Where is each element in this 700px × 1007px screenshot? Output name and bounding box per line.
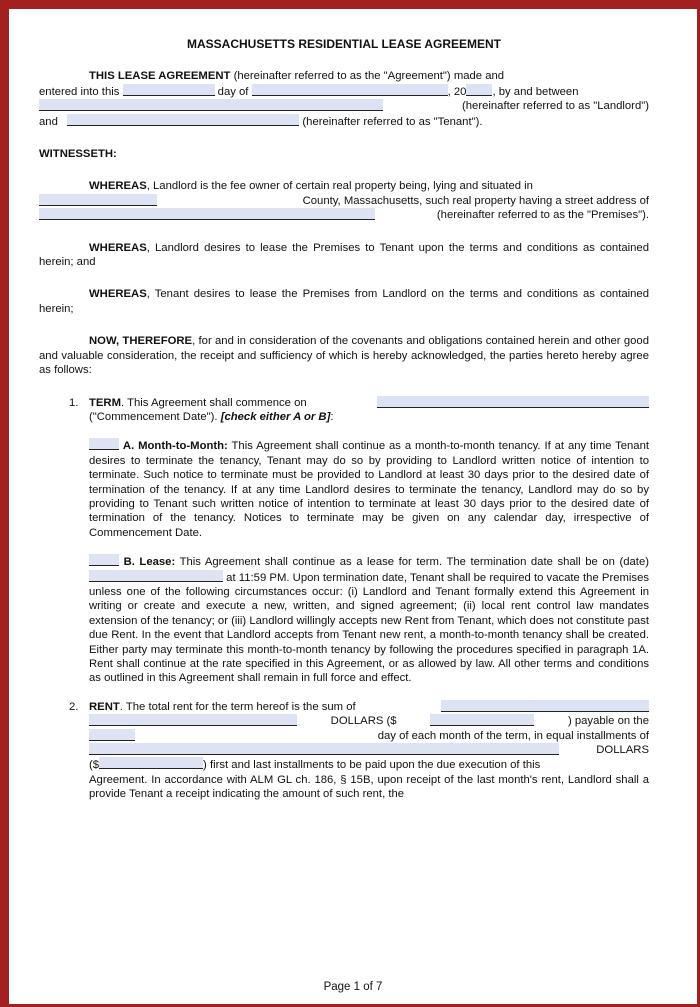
intro-lead-text: (hereinafter referred to as the "Agreement") made and [230,70,505,83]
whereas-3-bold: WHEREAS [89,288,147,301]
page-number: Page 1 of 7 [323,981,383,993]
option-a-text: This Agreement shall continue as a month-to-month tenancy. If at any time Tenant desires to terminate the tenancy, Tenant may do so by providing to Landlord written notice of intention to terminate. Such notice to terminate must be provided to Landlord at least 30 days prior to the desired date of termination of the tenancy. If at any time Landlord desires to terminate the tenancy, Landlord may do so by providing to Tenant such written notice of intention to terminate at least 30 days prior to the desired date of termination of the tenancy. Notices to terminate may be given on any calendar day, irrespective of Commencement Date. [89,440,650,539]
by-between-label: , by and between [492,85,579,98]
total-rent-amount-field[interactable] [430,714,534,726]
tenant-name-field[interactable] [67,114,299,126]
section-1-number: 1. [69,396,79,409]
commencement-label: ("Commencement Date"). [89,410,218,423]
landlord-name-field[interactable] [39,99,383,111]
whereas-1-bold: WHEREAS [89,180,147,193]
total-rent-words-field-2[interactable] [89,714,297,726]
installment-amount-field[interactable] [99,757,203,769]
premises-ref-label: (hereinafter referred to as the "Premises"). [436,209,649,222]
first-last-text: ) first and last installments to be paid upon the due execution of this [203,759,541,772]
due-day-field[interactable] [89,729,135,741]
option-b-text-2: at 11:59 PM. Upon termination date, Tenant shall be required to vacate the Premises unless one of the following circumstances occur: (i) Landlord and Tenant formally extend this Agreement in writing or create and execute a new, written, and signed agreement; (ii) local rent control law mandates extension of the tenancy; or (iii) Landlord willingly accepts new Rent from Tenant, which does not constitute past due Rent. In the event that Landlord accepts from Tenant new rent, a month-to-month tenancy shall be created. Either party may terminate this month-to-month tenancy by following the procedures specified in paragraph 1A. Rent shall continue at the rate specified in this Agreement, or as allowed by law. All other terms and conditions as outlined in this Agreement shall remain in full force and effect. [89,571,649,685]
option-b-paragraph [89,554,649,686]
entered-into-label: entered into this [39,85,120,98]
option-b-text-1: This Agreement shall continue as a lease for term. The termination date shall be on (date) [175,556,649,569]
document-content [39,33,649,802]
now-therefore-text: , for and in consideration of the covenants and obligations contained herein and other good and valuable consideration, the receipt and sufficiency of which is hereby acknowledged, the parties hereto hereby agree as follows: [39,335,649,377]
witnesseth-heading: WITNESSETH: [39,148,117,161]
dollars-label-2: DOLLARS [596,744,649,757]
whereas-paragraph-1 [39,179,649,222]
and-label: and [39,115,58,128]
section-2-number: 2. [69,700,79,713]
term-heading: TERM [89,396,122,409]
whereas-3-text: , Tenant desires to lease the Premises from Landlord on the terms and conditions as contained herein; [39,288,649,315]
termination-date-field[interactable] [89,570,223,582]
option-a-check[interactable] [89,438,119,450]
payable-on-label: ) payable on the [567,715,649,728]
tenant-ref-label: (hereinafter referred to as "Tenant"). [302,115,483,128]
whereas-2-text: , Landlord desires to lease the Premises to Tenant upon the terms and conditions as contained herein; and [39,241,649,269]
county-label: County, Massachusetts, such real property having a street address of [302,194,649,207]
section-rent [39,700,649,802]
check-instruction-end: : [330,410,334,423]
paren-open: ($ [89,759,100,772]
intro-paragraph [39,69,649,129]
term-text: . This Agreement shall commence on [121,396,307,409]
option-a-paragraph [89,438,649,540]
month-field[interactable] [252,84,448,96]
street-address-field[interactable] [39,208,375,220]
document-page [9,9,697,1004]
commencement-date-field[interactable] [377,396,649,408]
dollars-label-1: DOLLARS ($ [330,715,397,728]
intro-lead: THIS LEASE AGREEMENT [89,70,231,83]
year-field[interactable] [466,84,492,96]
option-b-heading: B. Lease: [123,556,176,569]
day-field[interactable] [123,84,215,96]
day-of-label: day of [217,85,249,98]
whereas-1-text: , Landlord is the fee owner of certain real property being, lying and situated in [146,180,533,193]
option-b-check[interactable] [89,554,119,566]
landlord-ref-label: (hereinafter referred to as "Landlord") [462,100,649,113]
installment-words-field[interactable] [89,743,559,755]
now-therefore-bold: NOW, THEREFORE [89,335,193,348]
total-rent-words-field[interactable] [441,700,649,712]
rent-text-end: Agreement. In accordance with ALM GL ch. 186, § 15B, upon receipt of the last month's rent, Landlord shall a provide Tenant a receipt indicating the amount of such rent, the [89,773,649,801]
rent-text: . The total rent for the term hereof is the sum of [119,700,356,713]
rent-heading: RENT [89,700,120,713]
county-field[interactable] [39,194,157,206]
whereas-2-bold: WHEREAS [89,241,147,254]
check-instruction: [check either A or B] [220,410,331,423]
option-a-heading: A. Month-to-Month: [122,440,228,453]
day-of-each-label: day of each month of the term, in equal installments of [377,729,649,742]
year-prefix: , 20 [447,85,467,98]
document-title: MASSACHUSETTS RESIDENTIAL LEASE AGREEMENT [186,37,502,51]
section-term [39,396,649,686]
